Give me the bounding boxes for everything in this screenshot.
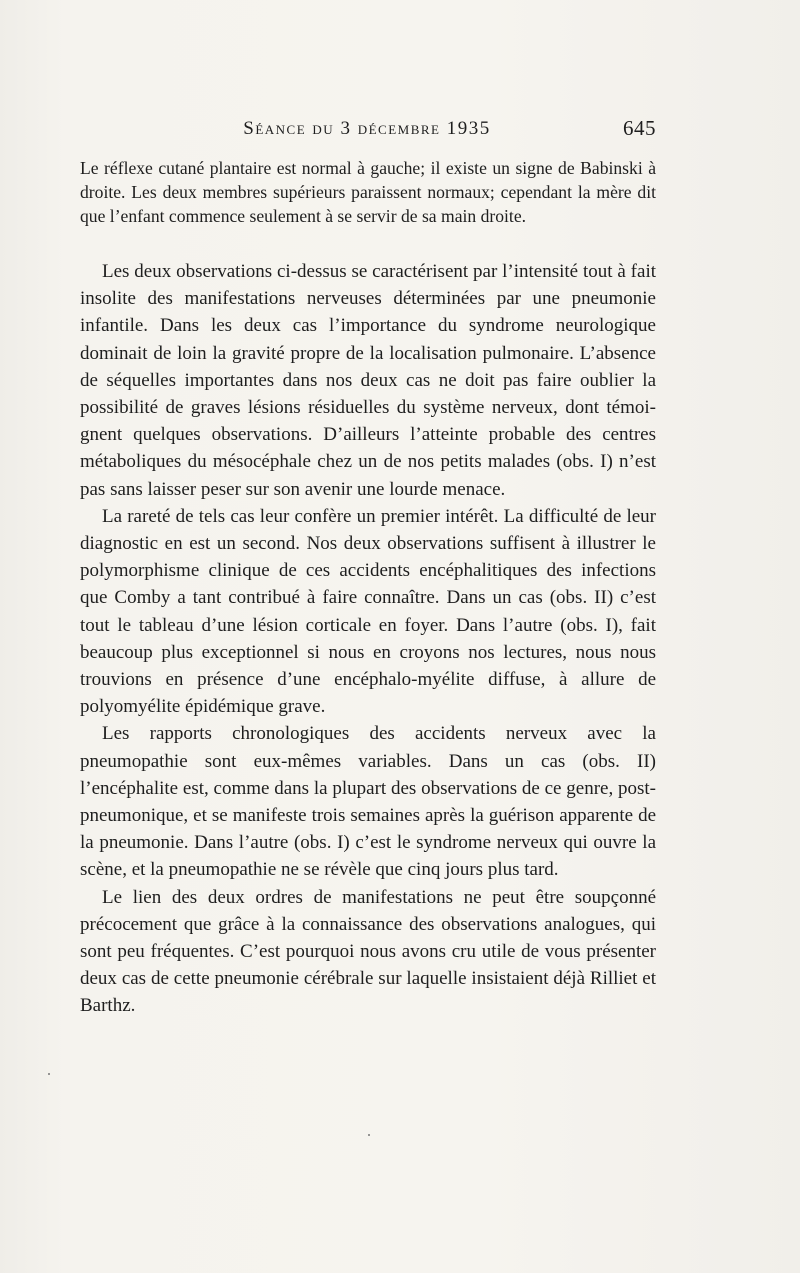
paragraph-1: Les deux observations ci-dessus se caractérisent par l’intensité tout à fait insolite des manifestations nerveuses déterminées par une pneumonie infantile. Dans les deux cas l’importance du syndrome neurologique dominait de loin la gravité propre de la localisation pulmonaire. L’absence de séquelles importantes dans nos deux cas ne doit pas faire oublier la possibilité de graves lésions résiduelles du système nerveux, dont témoignent quelques observations. D’ailleurs l’atteinte probable des centres métaboliques du mésocéphale chez un de nos petits malades (obs. I) n’est pas sans laisser peser sur son avenir une lourde menace. <box>80 261 656 500</box>
running-head: Séance du 3 décembre 1935 <box>243 118 491 139</box>
paragraph-4: Le lien des deux ordres de manifestations ne peut être soupçonné précocement que grâce à la connaissance des observations analogues, qui sont peu fréquentes. C’est pourquoi nous avons cru utile de vous présenter deux cas de cette pneumonie cérébrale sur laquelle insistaient déjà Rilliet et Barthz. <box>80 886 656 1017</box>
paragraph-2: La rareté de tels cas leur confère un premier intérêt. La difficulté de leur diagnostic en est un second. Nos deux observations suffisent à illustrer le polymorphisme clinique de ces accidents encéphalitiques des infections que Comby a tant contribué à faire connaître. Dans un cas (obs. II) c’est tout le tableau d’une lésion corticale en foyer. Dans l’autre (obs. I), fait beaucoup plus exceptionnel si nous en croyons nos lectures, nous nous trouvions en présence d’une encéphalo-myélite diffuse, à allure de polyomyélite épidémique grave. <box>80 505 656 718</box>
speck <box>48 1073 50 1075</box>
intro-paragraph: Le réflexe cutané plantaire est normal à gauche; il existe un signe de Babinski à droite. Les deux membres supérieurs paraissent normaux; cependant la mère dit que l’enfant commence seulement à se servir de sa main droite. <box>80 158 656 227</box>
page-number: 645 <box>623 116 656 140</box>
speck <box>368 1134 370 1136</box>
paragraph-3: Les rapports chronologiques des accidents nerveux avec la pneumopathie sont eux-mêmes variables. Dans un cas (obs. II) l’encéphalite est, comme dans la plupart des observations de ce genre, post-pneumonique, et se manifeste trois semaines après la guérison apparente de la pneumonie. Dans l’autre (obs. I) c’est le syndrome nerveux qui ouvre la scène, et la pneumopathie ne se révèle que cinq jours plus tard. <box>80 723 656 881</box>
page-header <box>78 116 656 146</box>
body-text <box>80 258 656 1020</box>
